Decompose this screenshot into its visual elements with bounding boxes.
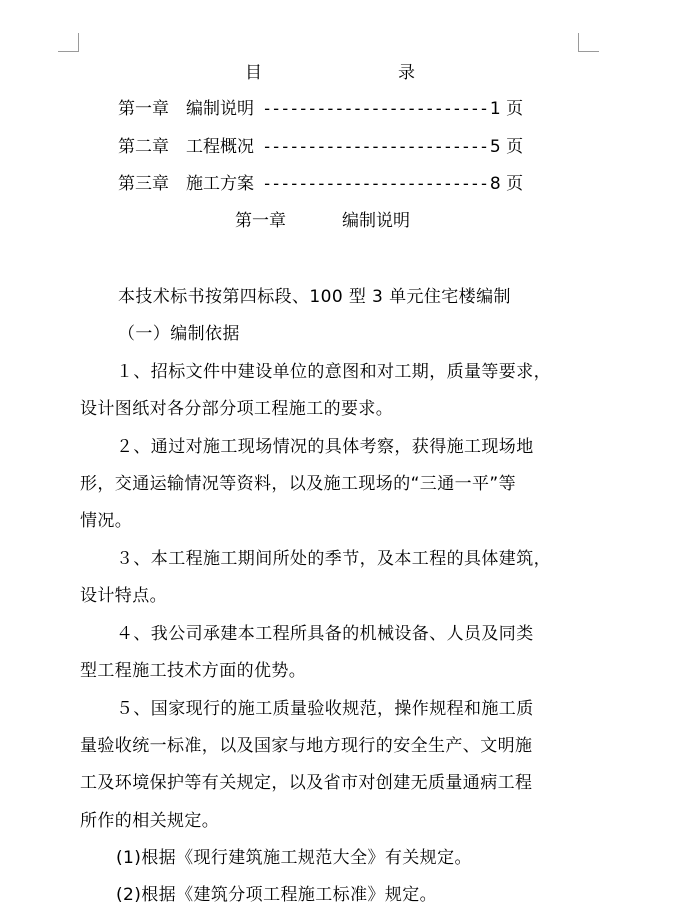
toc-entry-chapter: 第三章 bbox=[118, 174, 169, 194]
intro-paragraph: 本技术标书按第四标段、100 型 3 单元住宅楼编制 bbox=[118, 287, 511, 307]
toc-entry-page: 8 页 bbox=[489, 174, 524, 194]
body-line: 形，交通运输情况等资料，以及施工现场的“三通一平”等 bbox=[80, 474, 517, 494]
body-line: 量验收统一标准，以及国家与地方现行的安全生产、文明施 bbox=[80, 736, 533, 756]
body-line: 设计特点。 bbox=[80, 586, 167, 606]
toc-entry-name: 施工方案 bbox=[186, 174, 254, 194]
toc-entry-page: 5 页 bbox=[489, 137, 524, 157]
toc-entry-leader: ------------------------- bbox=[262, 137, 488, 157]
section-heading: （一）编制依据 bbox=[118, 324, 240, 344]
toc-title-right: 录 bbox=[398, 63, 415, 83]
body-line: 工及环境保护等有关规定，以及省市对创建无质量通病工程 bbox=[80, 773, 533, 793]
toc-entry bbox=[118, 136, 558, 158]
toc-title-left: 目 bbox=[245, 63, 262, 83]
body-line: ５、国家现行的施工质量验收规范，操作规程和施工质 bbox=[116, 699, 534, 719]
toc-entry-page: 1 页 bbox=[489, 99, 524, 119]
top-right-crop-mark bbox=[578, 33, 599, 52]
body-line: ３、本工程施工期间所处的季节，及本工程的具体建筑， bbox=[116, 549, 551, 569]
top-left-crop-mark bbox=[58, 33, 79, 52]
body-line: (1)根据《现行建筑施工规范大全》有关规定。 bbox=[116, 848, 472, 868]
toc-entry-chapter: 第二章 bbox=[118, 137, 169, 157]
body-line: ４、我公司承建本工程所具备的机械设备、人员及同类 bbox=[116, 624, 534, 644]
toc-entry-leader: ------------------------- bbox=[262, 99, 488, 119]
body-line: (2)根据《建筑分项工程施工标准》规定。 bbox=[116, 885, 438, 905]
toc-entry-name: 编制说明 bbox=[186, 99, 254, 119]
toc-entry-name: 工程概况 bbox=[186, 137, 254, 157]
body-line: ２、通过对施工现场情况的具体考察，获得施工现场地 bbox=[116, 437, 534, 457]
body-line: 设计图纸对各分部分项工程施工的要求。 bbox=[80, 399, 394, 419]
body-line: 所作的相关规定。 bbox=[80, 811, 220, 831]
chapter-title: 编制说明 bbox=[342, 211, 410, 231]
toc-entry bbox=[118, 173, 558, 195]
body-line: 情况。 bbox=[80, 511, 133, 531]
toc-entry bbox=[118, 98, 558, 120]
body-line: １、招标文件中建设单位的意图和对工期，质量等要求， bbox=[116, 362, 551, 382]
chapter-number: 第一章 bbox=[235, 211, 286, 231]
toc-entry-leader: ------------------------- bbox=[262, 174, 488, 194]
chapter-heading bbox=[235, 210, 410, 232]
body-line: 型工程施工技术方面的优势。 bbox=[80, 661, 307, 681]
toc-entry-chapter: 第一章 bbox=[118, 99, 169, 119]
